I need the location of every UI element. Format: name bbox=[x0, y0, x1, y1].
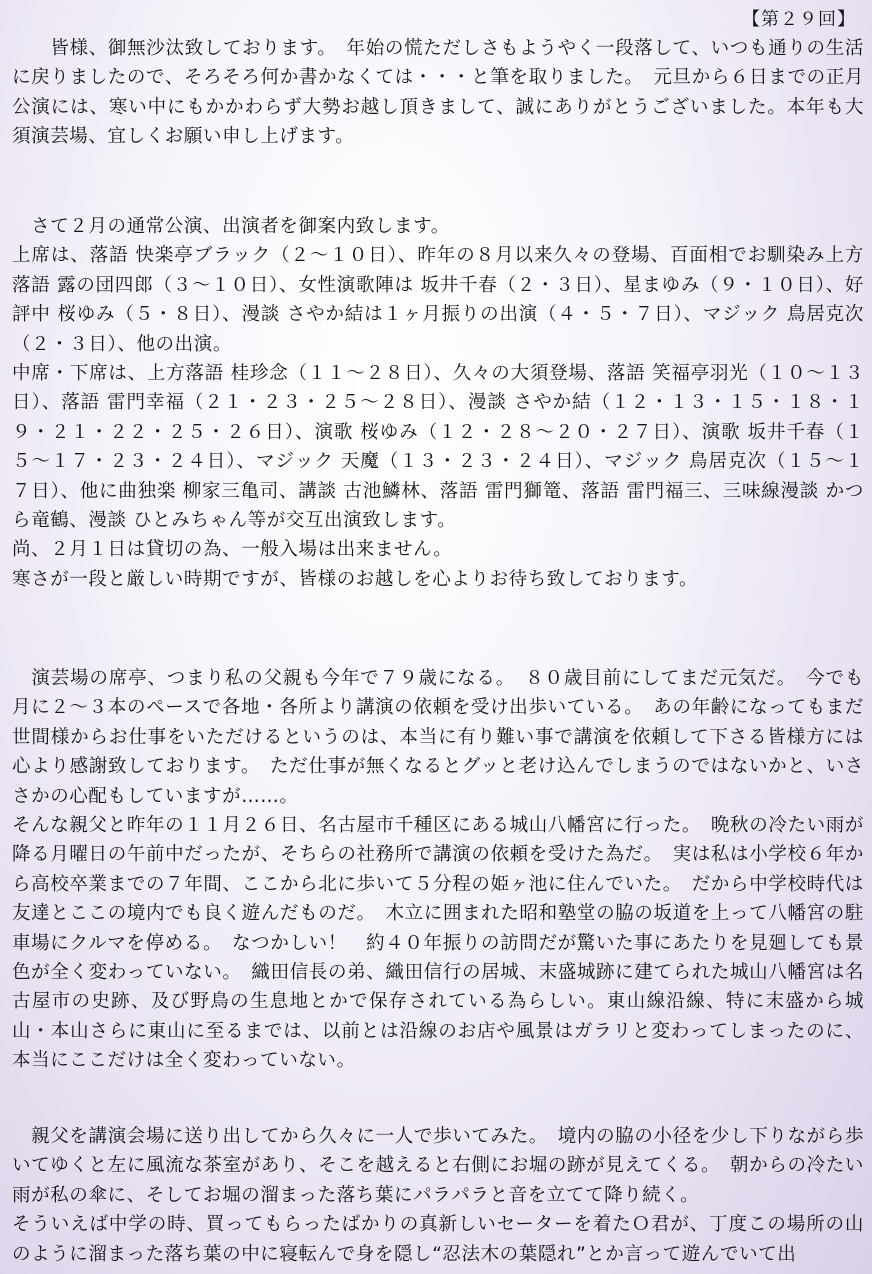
paragraph-february-program: さて２月の通常公演、出演者を御案内致します。 上席は、落語 快楽亭ブラック（２～１０日）、昨年の８月以来久々の登場、百面相でお馴染み上方落語 露の団四郎（３～１０日）、女性演歌陣は 坂井千春（２・３日）、星まゆみ（９・１０日）、好評中 桜ゆみ（５・８日）、漫談 さやか結は１ヶ月振りの出演（４・５・７日）、マジック 鳥居克次（２・３日）、他の出演。 中席・下席は、上方落語 桂珍念（１１～２８日）、久々の大須登場、落語 笑福亭羽光（１０～１３日）、落語 雷門幸福（２１・２３・２５～２８日）、漫談 さやか結（１２・１３・１５・１８・１９・２１・２２・２５・２６日）、演歌 桜ゆみ（１２・２８～２０・２７日）、演歌 坂井千春（１５～１７・２３・２４日）、マジック 天魔（１３・２３・２４日）、マジック 鳥居克次（１５～１７日）、他に曲独楽 柳家三亀司、講談 古池鱗林、落語 雷門獅篭、落語 雷門福三、三味線漫談 かつら竜鶴、漫談 ひとみちゃん等が交互出演致します。 尚、２月１日は貸切の為、一般入場は出来ません。 寒さが一段と厳しい時期ですが、皆様のお越しを心よりお待ち致しております。 bbox=[12, 216, 864, 590]
issue-number-label: 【第２９回】 bbox=[742, 9, 856, 30]
paragraph-father-shiroyama-hachimangu: 演芸場の席亭、つまり私の父親も今年で７９歳になる。 ８０歳目前にしてまだ元気だ。 今でも月に２～３本のペースで各地・各所より講演の依頼を受け出歩いている。 あの年齢になってもまだ世間様からお仕事をいただけるというのは、本当に有り難い事で講演を依頼して下さる皆様方には心より感謝致しております。 ただ仕事が無くなるとグッと老け込んでしまうのではないかと、いささかの心配もしていますが……。 そんな親父と昨年の１１月２６日、名古屋市千種区にある城山八幡宮に行った。 晩秋の冷たい雨が降る月曜日の午前中だったが、そちらの社務所で講演の依頼を受けた為だ。 実は私は小学校６年から高校卒業までの７年間、ここから北に歩いて５分程の姫ヶ池に住んでいた。 だから中学校時代は友達とここの境内でも良く遊んだものだ。 木立に囲まれた昭和塾堂の脇の坂道を上って八幡宮の駐車場にクルマを停める。 なつかしい！ 約４０年振りの訪問だが驚いた事にあたりを見廻しても景色が全く変わっていない。 織田信長の弟、織田信行の居城、末盛城跡に建てられた城山八幡宮は名古屋市の史跡、及び野鳥の生息地とかで保存されている為らしい。東山線沿線、特に末盛から城山・本山さらに東山に至るまでは、以前とは沿線のお店や風景はガラリと変わってしまったのに、本当にここだけは全く変わっていない。 bbox=[12, 668, 864, 1072]
paragraph-greeting: 皆様、御無沙汰致しております。 年始の慌ただしさもようやく一段落して、いつも通りの生活に戻りましたので、そろそろ何か書かなくては・・・と筆を取りました。 元旦から６日までの正月公演には、寒い中にもかかわらず大勢お越し頂きまして、誠にありがとうございました。本年も大須演芸場、宜しくお願い申し上げます。 bbox=[12, 38, 864, 148]
paragraph-walk-memories: 親父を講演会場に送り出してから久々に一人で歩いてみた。 境内の脇の小径を少し下りながら歩いてゆくと左に風流な茶室があり、そこを越えると右側にお堀の跡が見えてくる。 朝からの冷たい雨が私の傘に、そしてお堀の溜まった落ち葉にパラパラと音を立てて降り続く。 そういえば中学の時、買ってもらったばかりの真新しいセーターを着たＯ君が、丁度この場所の山のように溜まった落ち葉の中に寝転んで身を隠し“忍法木の葉隠れ”とか言って遊んでいて出 bbox=[12, 1126, 864, 1265]
newsletter-page bbox=[4, 4, 868, 1274]
